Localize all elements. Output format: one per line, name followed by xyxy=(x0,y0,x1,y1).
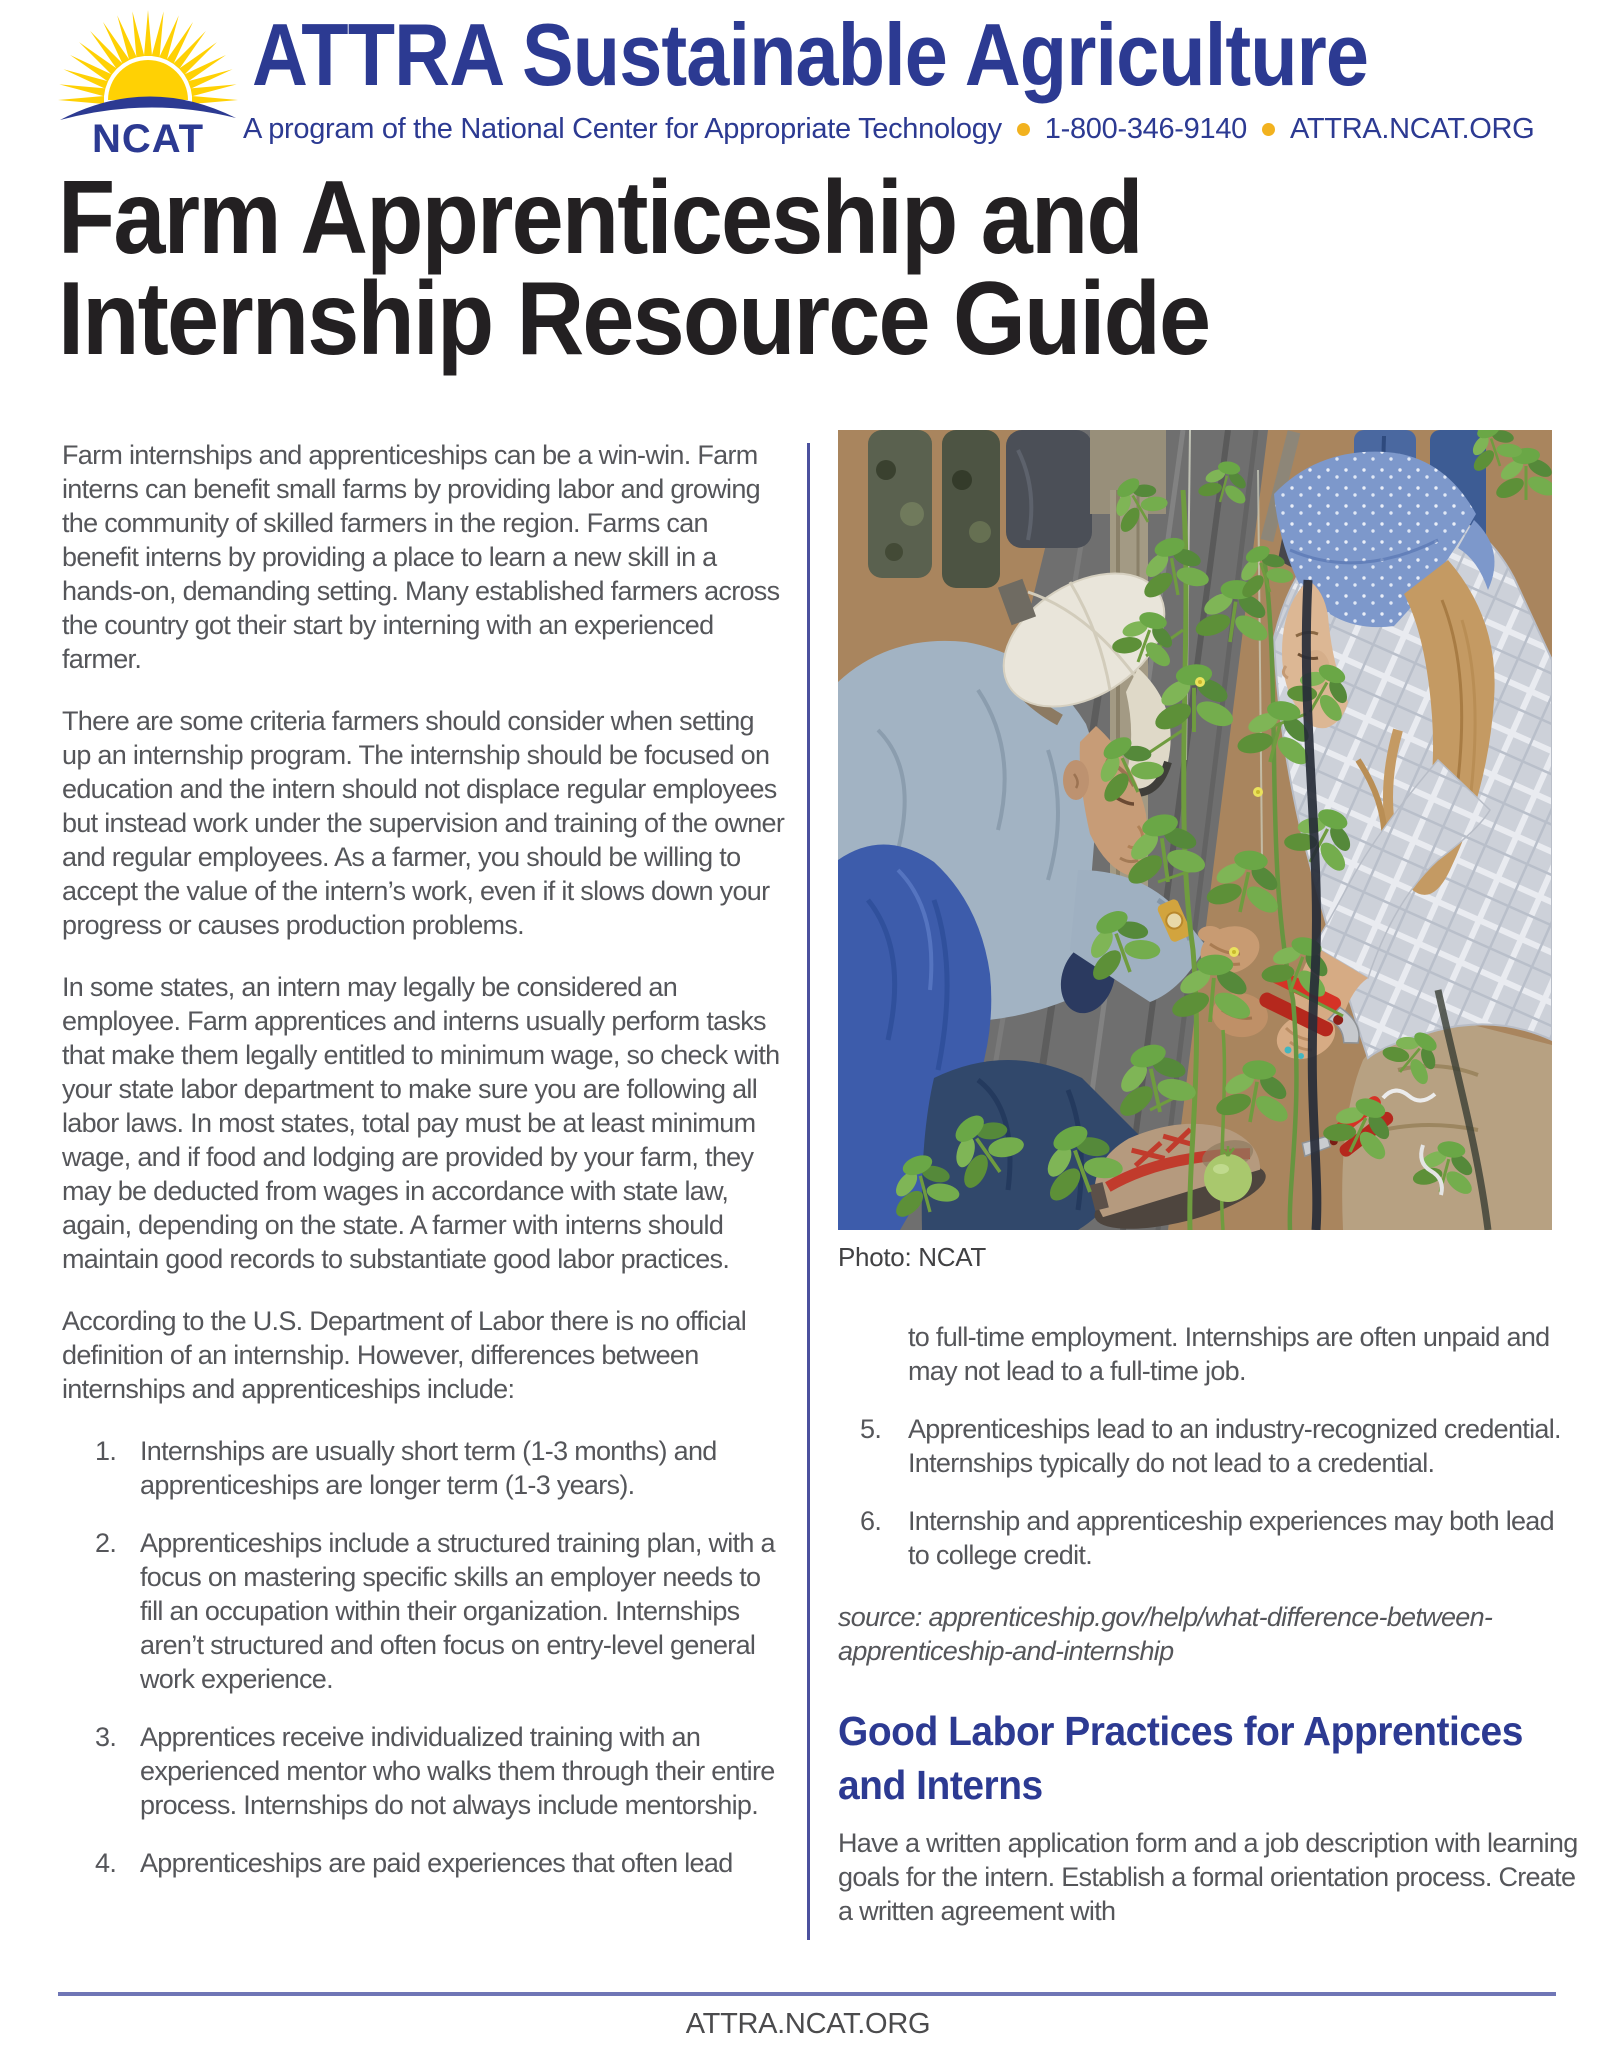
footer-rule xyxy=(58,1992,1556,1996)
column-divider-rule xyxy=(807,443,810,1940)
list-number: 2. xyxy=(95,1528,117,1558)
section-heading: Good Labor Practices for Apprentices and Interns xyxy=(838,1708,1523,1808)
website-url: ATTRA.NCAT.ORG xyxy=(1289,113,1535,145)
list-number: 4. xyxy=(95,1848,117,1878)
phone-number: 1-800-346-9140 xyxy=(1044,113,1247,145)
list-text: Apprenticeships are paid experiences that often lead xyxy=(140,1848,733,1878)
paragraph: Farm internships and apprenticeships can be a win-win. Farm interns can benefit small farms by providing labor and growing the community of skilled farmers in the region. Farms can benefit interns by providing a place to learn a new skill in a hands-on, demanding setting. Many established farmers across the country got their start by interning with an experienced farmer. xyxy=(62,440,780,674)
list-item xyxy=(838,1504,1580,1572)
paragraph: According to the U.S. Department of Labor there is no official definition of an internship. However, differences between internships and apprenticeships include: xyxy=(62,1306,746,1404)
left-column xyxy=(62,438,786,1904)
ncat-logo-text: NCAT xyxy=(91,117,205,161)
masthead-tagline xyxy=(243,113,1534,146)
article-photo xyxy=(838,430,1552,1230)
list-item xyxy=(62,1434,786,1502)
list-text: Apprenticeships lead to an industry-recognized credential. Internships typically do not lead to a credential. xyxy=(908,1414,1561,1478)
paragraph: In some states, an intern may legally be considered an employee. Farm apprentices and interns usually perform tasks that make them legally entitled to minimum wage, so check with your state labor department to make sure you are following all labor laws. In most states, total pay must be at least minimum wage, and if food and lodging are provided by your farm, they may be deducted from wages in accordance with state law, again, depending on the state. A farmer with interns should maintain good records to substantiate good labor practices. xyxy=(62,972,780,1274)
right-column xyxy=(838,430,1580,1928)
list-number: 1. xyxy=(95,1436,117,1466)
list-text: Apprenticeships include a structured training plan, with a focus on mastering specific skills an employer needs to fill an occupation within their organization. Internships aren’t structured and often focus on entry-level general work experience. xyxy=(140,1528,775,1694)
photo-caption: Photo: NCAT xyxy=(838,1242,986,1272)
program-line: A program of the National Center for Appropriate Technology xyxy=(243,113,1002,145)
gold-bullet-icon xyxy=(1017,123,1030,136)
gold-bullet-icon xyxy=(1262,123,1275,136)
list-item xyxy=(62,1526,786,1696)
ncat-sunburst-logo xyxy=(46,2,260,162)
page-title xyxy=(58,160,1210,377)
list-number: 5. xyxy=(860,1414,882,1444)
source-citation: source: apprenticeship.gov/help/what-difference-between-apprenticeship-and-internship xyxy=(838,1602,1493,1666)
list-item-4-continuation: to full-time employment. Internships are often unpaid and may not lead to a full-time job. xyxy=(908,1322,1550,1386)
footer-website: ATTRA.NCAT.ORG xyxy=(685,2008,931,2040)
list-text: Apprentices receive individualized training with an experienced mentor who walks them through their entire process. Internships do not always include mentorship. xyxy=(140,1722,775,1820)
list-item xyxy=(62,1846,786,1880)
article-figure xyxy=(838,430,1580,1274)
paragraph: There are some criteria farmers should consider when setting up an internship program. The internship should be focused on education and the intern should not displace regular employees but instead work under the supervision and training of the owner and regular employees. As a farmer, you should be willing to accept the value of the intern’s work, even if it slows down your progress or causes production problems. xyxy=(62,706,785,940)
paragraph: Have a written application form and a job description with learning goals for the intern. Establish a formal orientation process. Create a written agreement with xyxy=(838,1828,1578,1926)
title-line-2: Internship Resource Guide xyxy=(58,261,1210,377)
brand-title: ATTRA Sustainable Agriculture xyxy=(252,5,1369,104)
title-line-1: Farm Apprenticeship and xyxy=(58,160,1142,276)
list-number: 6. xyxy=(860,1506,882,1536)
list-item xyxy=(62,1720,786,1822)
list-text: Internships are usually short term (1-3 months) and apprenticeships are longer term (1-3 years). xyxy=(140,1436,717,1500)
list-number: 3. xyxy=(95,1722,117,1752)
list-text: Internship and apprenticeship experiences may both lead to college credit. xyxy=(908,1506,1554,1570)
list-item xyxy=(838,1412,1580,1480)
